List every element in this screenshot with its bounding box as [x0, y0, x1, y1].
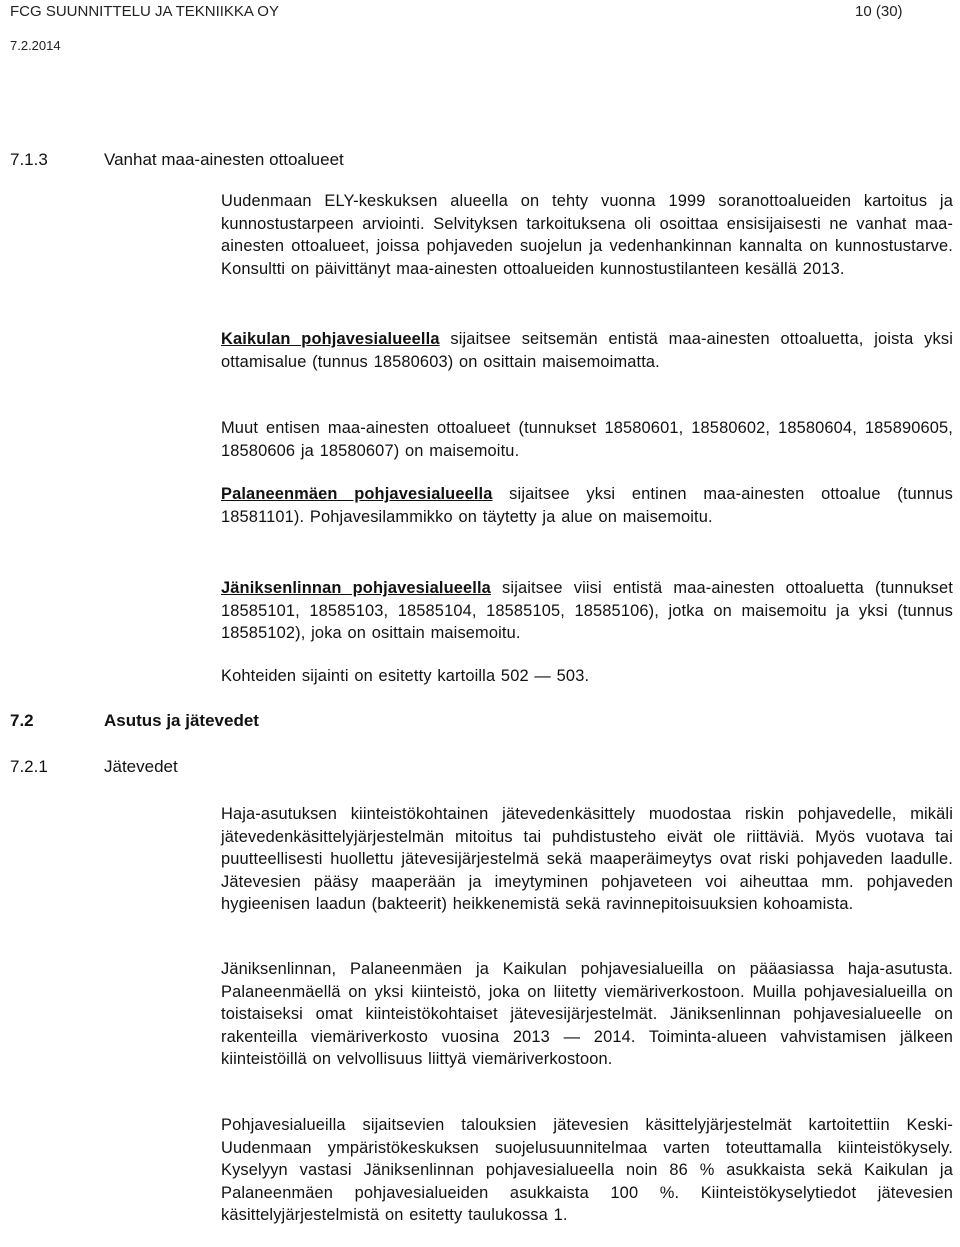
paragraph-text: Jäniksenlinnan, Palaneenmäen ja Kaikulan pohjavesialueilla on pääasiassa haja-asutusta. Palaneenmäellä on yksi kiinteistö, joka on liitetty viemäriverkostoon. Muilla pohjavesialueilla on toistaiseksi omat kiinteistökohtaiset jätevesijärjestelmät. Jäniksenlinnan pohjavesialueelle on rakenteilla viemäriverkosto vuosina 2013 — 2014. Toiminta-alueen vahvistamisen jälkeen kiinteistöillä on velvollisuus liittyä viemäriverkostoon.: [221, 960, 953, 1068]
paragraph-text: sijaitsee yksi entinen maa-ainesten ottoalue (tunnus 18581101). Pohjavesilammikko on täytetty ja alue on maisemoitu.: [221, 485, 953, 526]
section-title-7-1-3: Vanhat maa-ainesten ottoalueet: [104, 150, 344, 169]
paragraph-text: Pohjavesialueilla sijaitsevien talouksien jätevesien käsittelyjärjestelmät kartoitettiin Keski-Uudenmaan ympäristökeskuksen suojelusuunnitelmaa varten toteuttamalla kiinteistökysely. Kyselyyn vastasi Jäniksenlinnan pohjavesialueella noin 86 % asukkaista sekä Kaikulan ja Palaneenmäen pohjavesialueiden asukkaista 100 %. Kiinteistökyselytiedot jätevesien käsittelyjärjestelmistä on esitetty taulukossa 1.: [221, 1116, 953, 1224]
paragraph-text: Haja-asutuksen kiinteistökohtainen jätevedenkäsittely muodostaa riskin pohjavedelle, mikäli jätevedenkäsittelyjärjestelmän mitoitus tai puhdistusteho eivät ole riittäviä. Myös vuotava tai puutteellisesti huollettu jätevesijärjestelmä sekä maaperäimeytys ovat riski pohjaveden laadulle. Jätevesien pääsy maaperään ja imeytyminen pohjaveteen voi aiheuttaa mm. pohjaveden hygieenisen laadun (bakteerit) heikkenemistä sekä ravinnepitoisuuksien kohoamista.: [221, 805, 953, 913]
section-number-7-2: 7.2: [10, 711, 34, 730]
paragraph-janiksenlinna: [221, 577, 953, 645]
page-number: 10 (30): [855, 3, 903, 20]
paragraph-other-areas: [221, 417, 953, 462]
section-number-7-2-1: 7.2.1: [10, 757, 48, 776]
section-number-7-1-3: 7.1.3: [10, 150, 48, 169]
paragraph-palaneenmaki: [221, 483, 953, 528]
section-title-7-2-1: Jätevedet: [104, 757, 178, 776]
paragraph-ely-survey: [221, 190, 953, 280]
paragraph-text: Uudenmaan ELY-keskuksen alueella on tehty vuonna 1999 soranottoalueiden kartoitus ja kunnostustarpeen arviointi. Selvityksen tarkoituksena oli osoittaa ensisijaisesti ne vanhat maa-ainesten ottoalueet, joissa pohjaveden suojelun ja vedenhankinnan kannalta on kunnostustarve. Konsultti on päivittänyt maa-ainesten ottoalueiden kunnostustilanteen kesällä 2013.: [221, 192, 953, 278]
paragraph-sewer-network: [221, 958, 953, 1071]
paragraph-property-survey: [221, 1114, 953, 1227]
company-name: FCG SUUNNITTELU JA TEKNIIKKA OY: [10, 3, 279, 20]
paragraph-wastewater-risk: [221, 803, 953, 916]
janiksenlinna-area-link: Jäniksenlinnan pohjavesialueella: [221, 579, 491, 597]
paragraph-text: sijaitsee seitsemän entistä maa-ainesten ottoaluetta, joista yksi ottamisalue (tunnus 18580603) on osittain maisemoimatta.: [221, 330, 953, 371]
paragraph-maps-reference: [221, 665, 953, 688]
paragraph-text: Kohteiden sijainti on esitetty kartoilla 502 — 503.: [221, 667, 590, 685]
kaikula-area-link: Kaikulan pohjavesialueella: [221, 330, 440, 348]
paragraph-kaikula: [221, 328, 953, 373]
document-date: 7.2.2014: [10, 38, 61, 53]
section-title-7-2: Asutus ja jätevedet: [104, 711, 259, 730]
palaneenmaki-area-link: Palaneenmäen pohjavesialueella: [221, 485, 493, 503]
paragraph-text: Muut entisen maa-ainesten ottoalueet (tunnukset 18580601, 18580602, 18580604, 185890605, 18580606 ja 18580607) on maisemoitu.: [221, 419, 953, 460]
paragraph-text: sijaitsee viisi entistä maa-ainesten ottoaluetta (tunnukset 18585101, 18585103, 18585104, 18585105, 18585106), jotka on maisemoitu ja yksi (tunnus 18585102), joka on osittain maisemoitu.: [221, 579, 953, 642]
